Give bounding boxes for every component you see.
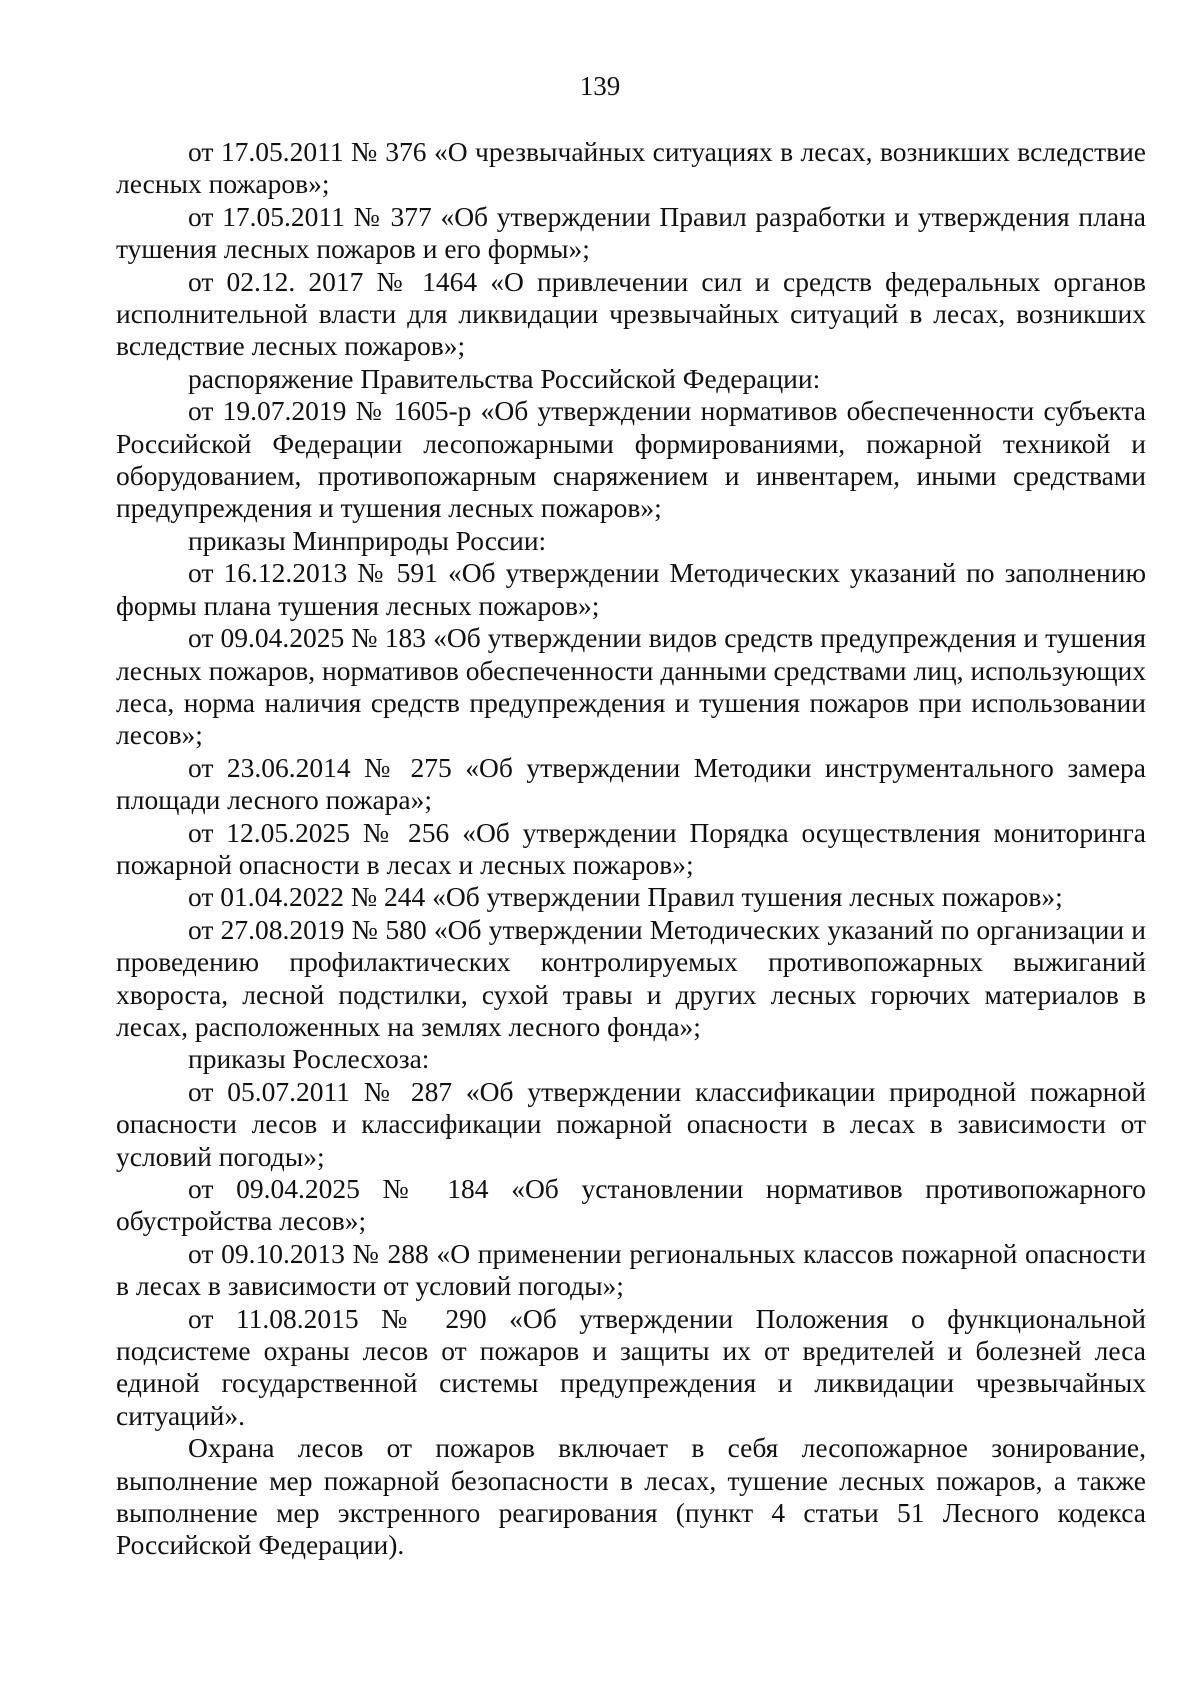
paragraph-order-290: от 11.08.2015 № 290 «Об утверждении Положения о функциональной подсистеме охраны лесов от пожаров и защиты их от вредителей и болезней леса единой государственной системы предупреждения и ликвидации чрезвычайных ситуаций». (116, 1302, 1146, 1431)
paragraph-government-order-heading: распоряжение Правительства Российской Федерации: (188, 362, 821, 394)
paragraph-decree-376: от 17.05.2011 № 376 «О чрезвычайных ситуациях в лесах, возникших вследствие лесных пожаров»; (116, 136, 1146, 200)
paragraph-order-184: от 09.04.2025 № 184 «Об установлении нормативов противопожарного обустройства лесов»; (116, 1173, 1146, 1237)
paragraph-forest-fire-protection: Охрана лесов от пожаров включает в себя лесопожарное зонирование, выполнение мер пожарной безопасности в лесах, тушение лесных пожаров, а также выполнение мер экстренного реагирования (пункт 4 статьи 51 Лесного кодекса Российской Федерации). (116, 1432, 1146, 1561)
paragraph-order-256: от 12.05.2025 № 256 «Об утверждении Порядка осуществления мониторинга пожарной опасности в лесах и лесных пожаров»; (116, 816, 1146, 880)
paragraph-order-183: от 09.04.2025 № 183 «Об утверждении видов средств предупреждения и тушения лесных пожаров, нормативов обеспеченности данными средствами лиц, использующих леса, норма наличия средств предупреждения и тушения пожаров при использовании лесов»; (116, 622, 1146, 751)
paragraph-decree-377: от 17.05.2011 № 377 «Об утверждении Правил разработки и утверждения плана тушения лесных пожаров и его формы»; (116, 200, 1146, 265)
paragraph-order-580: от 27.08.2019 № 580 «Об утверждении Методических указаний по организации и проведению профилактических контролируемых противопожарных выжиганий хвороста, лесной подстилки, сухой травы и других лесных горючих материалов в лесах, расположенных на землях лесного фонда»; (116, 913, 1146, 1042)
paragraph-decree-1464: от 02.12. 2017 № 1464 «О привлечении сил и средств федеральных органов исполнительной власти для ликвидации чрезвычайных ситуаций в лесах, возникших вследствие лесных пожаров»; (116, 265, 1146, 362)
paragraph-order-288: от 09.10.2013 № 288 «О применении региональных классов пожарной опасности в лесах в зависимости от условий погоды»; (116, 1237, 1146, 1302)
page-number: 139 (579, 71, 621, 101)
paragraph-order-275: от 23.06.2014 № 275 «Об утверждении Методики инструментального замера площади лесного пожара»; (116, 751, 1146, 816)
paragraph-minprirody-heading: приказы Минприроды России: (188, 524, 547, 556)
paragraph-order-244: от 01.04.2022 № 244 «Об утверждении Правил тушения лесных пожаров»; (188, 881, 1063, 913)
paragraph-rosleshoz-heading: приказы Рослесхоза: (188, 1043, 430, 1075)
paragraph-order-287: от 05.07.2011 № 287 «Об утверждении классификации природной пожарной опасности лесов и классификации пожарной опасности в лесах в зависимости от условий погоды»; (116, 1075, 1146, 1172)
paragraph-order-591: от 16.12.2013 № 591 «Об утверждении Методических указаний по заполнению формы плана тушения лесных пожаров»; (116, 557, 1146, 621)
document-body (116, 136, 1146, 1562)
paragraph-order-1605: от 19.07.2019 № 1605-р «Об утверждении нормативов обеспеченности субъекта Российской Федерации лесопожарными формированиями, пожарной техникой и оборудованием, противопожарным снаряжением и инвентарем, иными средствами предупреждения и тушения лесных пожаров»; (116, 395, 1146, 524)
